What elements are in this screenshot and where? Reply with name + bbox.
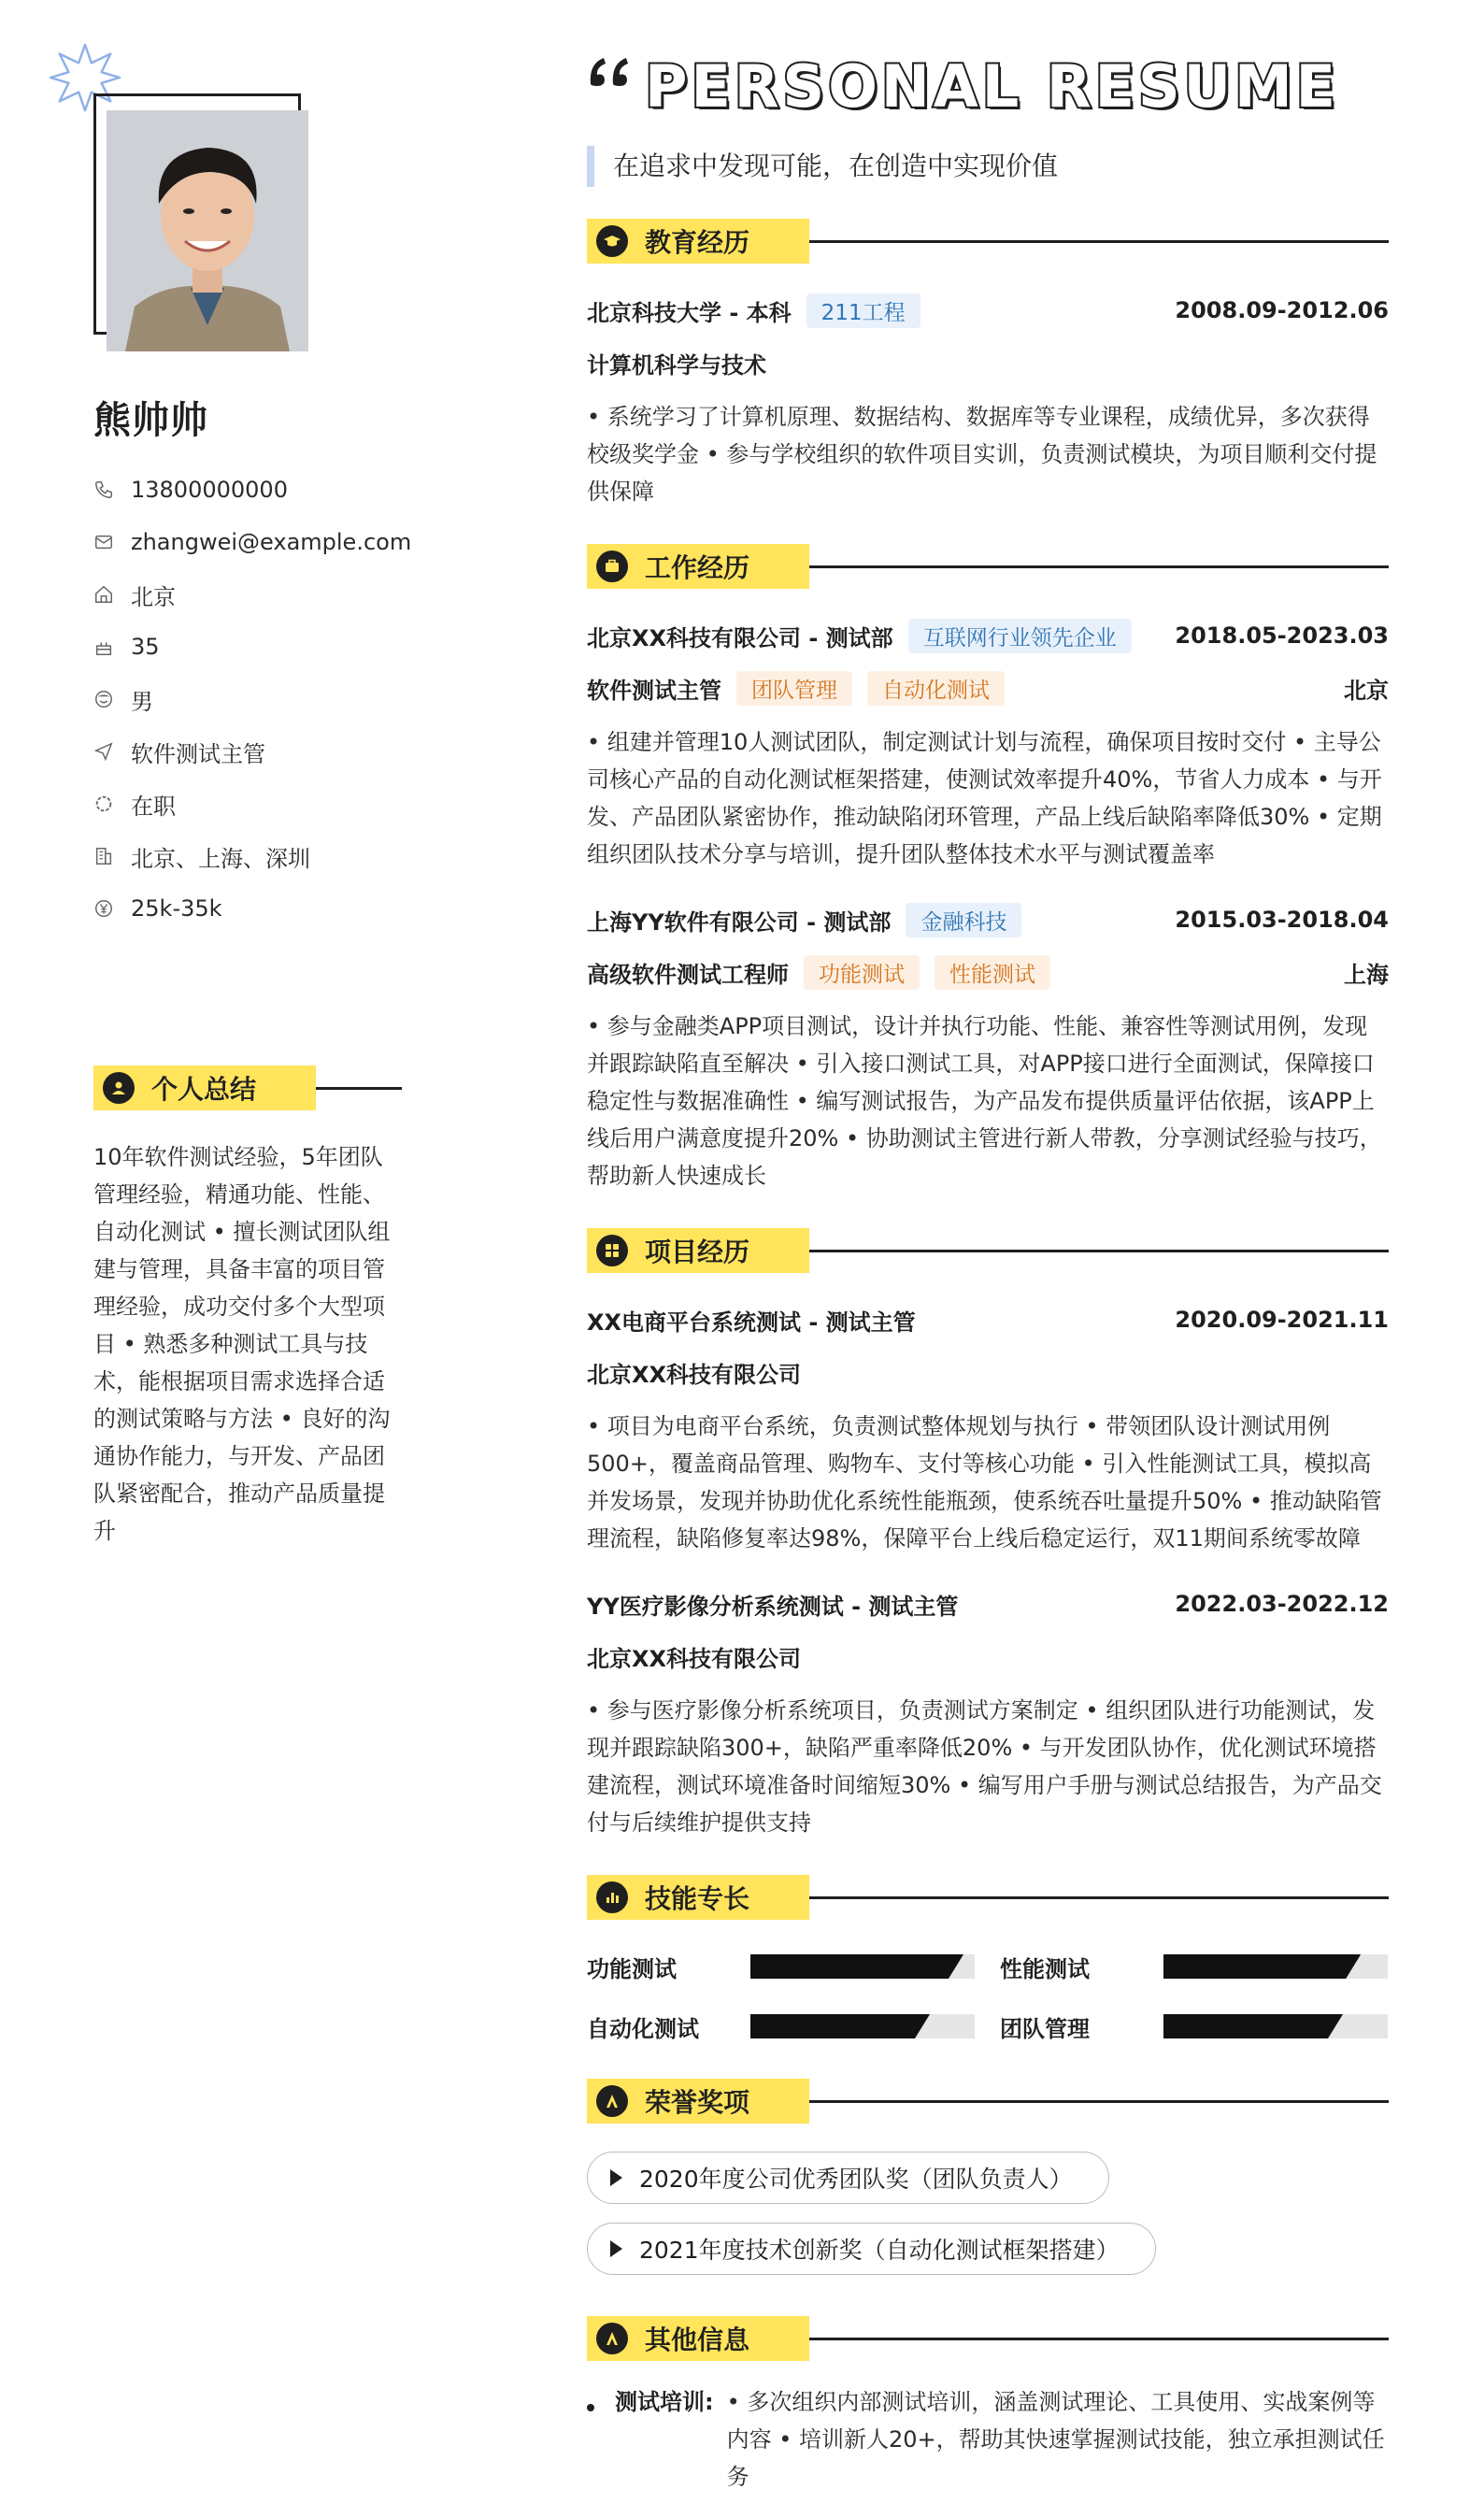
contact-list bbox=[93, 464, 411, 935]
company-name: 北京XX科技有限公司 - 测试部 bbox=[587, 624, 893, 651]
awards-title: 荣誉奖项 bbox=[645, 2087, 750, 2118]
major-name: 计算机科学与技术 bbox=[587, 351, 766, 379]
other-title: 其他信息 bbox=[645, 2324, 750, 2355]
role-name: 软件测试主管 bbox=[587, 677, 721, 704]
skill-bar-fill bbox=[750, 1954, 963, 1979]
skill-bar-fill bbox=[750, 2014, 930, 2038]
work-location: 上海 bbox=[1344, 961, 1389, 988]
yen-icon bbox=[93, 898, 114, 919]
contact-gender-text: 男 bbox=[131, 688, 153, 715]
skill-bar bbox=[750, 1954, 975, 1979]
phone-icon bbox=[93, 479, 114, 500]
section-divider bbox=[809, 2100, 1389, 2103]
contact-email-text: zhangwei@example.com bbox=[131, 529, 412, 555]
skill-row bbox=[587, 1948, 975, 1985]
education-title: 教育经历 bbox=[645, 227, 750, 258]
project-description: • 项目为电商平台系统，负责测试整体规划与执行 • 带领团队设计测试用例500+，覆盖商品管理、购物车、支付等核心功能 • 引入性能测试工具，模拟高并发场景，发现并协助优化系统性能瓶颈，使系统吞吐量提升50% • 推动缺陷管理流程，缺陷修复率达98%，保障平台上线后稳定运行，双11期间系统零故障 bbox=[587, 1413, 1382, 1552]
award-item bbox=[587, 2223, 1156, 2275]
building-icon bbox=[93, 846, 114, 866]
work-description: • 参与金融类APP项目测试，设计并执行功能、性能、兼容性等测试用例，发现并跟踪缺陷直至解决 • 引入接口测试工具，对APP接口进行全面测试，保障接口稳定性与数据准确性 • 编写测试报告，为产品发布提供质量评估依据，该APP上线后用户满意度提升20% • 协助测试主管进行新人带教，分享测试经验与技巧，帮助新人快速成长 bbox=[587, 1013, 1382, 1189]
skill-bar-fill bbox=[1163, 2014, 1343, 2038]
contact-salary bbox=[93, 882, 411, 935]
contact-cities-text: 北京、上海、深圳 bbox=[131, 845, 310, 872]
role-tag: 性能测试 bbox=[935, 955, 1050, 990]
briefcase-icon bbox=[596, 551, 628, 582]
project-company-row bbox=[587, 1353, 1389, 1391]
company-name: 上海YY软件有限公司 - 测试部 bbox=[587, 908, 892, 936]
work-description: • 组建并管理10人测试团队，制定测试计划与流程，确保项目按时交付 • 主导公司核心产品的自动化测试框架搭建，使测试效率提升40%，节省人力成本 • 与开发、产品团队紧密协作，推动缺陷闭环管理，产品上线后缺陷率降低30% • 定期组织团队技术分享与培训，提升团队整体技术水平与测试覆盖率 bbox=[587, 729, 1382, 867]
company-badge: 金融科技 bbox=[906, 903, 1021, 937]
section-divider bbox=[809, 1896, 1389, 1899]
project-company: 北京XX科技有限公司 bbox=[587, 1645, 802, 1672]
skill-bar-fill bbox=[1163, 1954, 1361, 1979]
award-text: 2021年度技术创新奖（自动化测试框架搭建） bbox=[639, 2237, 1120, 2264]
contact-cities bbox=[93, 830, 411, 882]
graduation-cap-icon bbox=[596, 225, 628, 257]
section-divider bbox=[809, 1250, 1389, 1252]
project-date: 2020.09-2021.11 bbox=[1175, 1307, 1389, 1333]
play-triangle-icon bbox=[610, 2240, 622, 2257]
work-section-header bbox=[587, 542, 1389, 591]
mail-icon bbox=[93, 532, 114, 552]
project-entry-header bbox=[587, 1301, 1389, 1338]
section-divider bbox=[809, 2338, 1389, 2340]
education-date: 2008.09-2012.06 bbox=[1175, 297, 1389, 323]
section-divider bbox=[316, 1087, 402, 1090]
summary-section-header bbox=[93, 1064, 402, 1112]
role-tag: 功能测试 bbox=[804, 955, 920, 990]
contact-salary-text: 25k-35k bbox=[131, 895, 222, 922]
skill-bar bbox=[1163, 2014, 1388, 2038]
skill-row bbox=[587, 2008, 975, 2045]
info-icon bbox=[596, 2323, 628, 2354]
avatar bbox=[107, 110, 308, 351]
other-info-row bbox=[587, 2383, 1389, 2496]
role-tag: 自动化测试 bbox=[867, 671, 1005, 706]
skill-name: 功能测试 bbox=[587, 1955, 677, 1982]
work-date: 2018.05-2023.03 bbox=[1175, 622, 1389, 649]
grid-icon bbox=[596, 1235, 628, 1266]
contact-city bbox=[93, 568, 411, 621]
project-company: 北京XX科技有限公司 bbox=[587, 1361, 802, 1388]
contact-phone-text: 13800000000 bbox=[131, 477, 288, 503]
work-entry-header bbox=[587, 617, 1389, 654]
left-column bbox=[0, 0, 523, 2503]
section-divider bbox=[809, 240, 1389, 243]
skill-row bbox=[1000, 1948, 1388, 1985]
resume-title: PERSONAL RESUME bbox=[645, 52, 1339, 121]
other-section-header bbox=[587, 2314, 1389, 2363]
person-name: 熊帅帅 bbox=[93, 399, 208, 442]
work-role-row bbox=[587, 669, 1389, 707]
education-entry-header bbox=[587, 292, 1389, 329]
work-entry-header bbox=[587, 901, 1389, 938]
contact-city-text: 北京 bbox=[131, 583, 176, 610]
skill-name: 自动化测试 bbox=[587, 2015, 699, 2042]
section-divider bbox=[809, 565, 1389, 568]
skills-title: 技能专长 bbox=[645, 1883, 750, 1914]
role-tag: 团队管理 bbox=[736, 671, 852, 706]
project-name: XX电商平台系统测试 - 测试主管 bbox=[587, 1309, 916, 1336]
award-item bbox=[587, 2152, 1109, 2204]
skills-section-header bbox=[587, 1873, 1389, 1922]
project-entry-header bbox=[587, 1585, 1389, 1623]
contact-status-text: 在职 bbox=[131, 793, 176, 820]
home-icon bbox=[93, 584, 114, 605]
user-icon bbox=[103, 1072, 135, 1104]
contact-gender bbox=[93, 673, 411, 725]
role-name: 高级软件测试工程师 bbox=[587, 961, 789, 988]
company-badge: 互联网行业领先企业 bbox=[908, 619, 1132, 653]
education-description: • 系统学习了计算机原理、数据结构、数据库等专业课程，成绩优异，多次获得校级奖学金 • 参与学校组织的软件项目实训，负责测试模块，为项目顺利交付提供保障 bbox=[587, 404, 1377, 505]
work-title: 工作经历 bbox=[645, 552, 750, 583]
school-name: 北京科技大学 - 本科 bbox=[587, 299, 792, 326]
awards-section-header bbox=[587, 2077, 1389, 2125]
motto: 在追求中发现可能，在创造中实现价值 bbox=[587, 146, 1058, 187]
work-date: 2015.03-2018.04 bbox=[1175, 907, 1389, 933]
major-row bbox=[587, 344, 1389, 381]
cake-icon bbox=[93, 636, 114, 657]
contact-position-text: 软件测试主管 bbox=[131, 740, 265, 767]
project-date: 2022.03-2022.12 bbox=[1175, 1591, 1389, 1617]
skill-bar bbox=[1163, 1954, 1388, 1979]
projects-title: 项目经历 bbox=[645, 1237, 750, 1267]
other-key: 测试培训: bbox=[615, 2389, 714, 2415]
award-text: 2020年度公司优秀团队奖（团队负责人） bbox=[639, 2166, 1073, 2193]
project-company-row bbox=[587, 1638, 1389, 1675]
contact-status bbox=[93, 778, 411, 830]
project-name: YY医疗影像分析系统测试 - 测试主管 bbox=[587, 1593, 959, 1620]
bullet-dot bbox=[587, 2404, 594, 2411]
summary-title: 个人总结 bbox=[151, 1074, 257, 1105]
education-section-header bbox=[587, 217, 1389, 265]
skill-name: 性能测试 bbox=[1000, 1955, 1090, 1982]
award-icon bbox=[596, 2085, 628, 2117]
smile-icon bbox=[93, 689, 114, 709]
contact-position bbox=[93, 725, 411, 778]
status-icon bbox=[93, 794, 114, 814]
work-location: 北京 bbox=[1344, 677, 1389, 704]
send-icon bbox=[93, 741, 114, 762]
play-triangle-icon bbox=[610, 2169, 622, 2186]
project-description: • 参与医疗影像分析系统项目，负责测试方案制定 • 组织团队进行功能测试，发现并跟踪缺陷300+，缺陷严重率降低20% • 与开发团队协作，优化测试环境搭建流程，测试环境准备时间缩短30% • 编写用户手册与测试总结报告，为产品交付与后续维护提供支持 bbox=[587, 1697, 1382, 1836]
work-role-row bbox=[587, 953, 1389, 991]
skill-name: 团队管理 bbox=[1000, 2015, 1090, 2042]
skill-row bbox=[1000, 2008, 1388, 2045]
skill-bar bbox=[750, 2014, 975, 2038]
quote-mark-icon bbox=[587, 52, 634, 90]
contact-age bbox=[93, 621, 411, 673]
summary-text: 10年软件测试经验，5年团队管理经验，精通功能、性能、自动化测试 • 擅长测试团队组建与管理，具备丰富的项目管理经验，成功交付多个大型项目 • 熟悉多种测试工具与技术，能根据项目需求选择合适的测试策略与方法 • 良好的沟通协作能力，与开发、产品团队紧密配合，推动产品质量提升 bbox=[93, 1144, 391, 1544]
contact-age-text: 35 bbox=[131, 634, 160, 660]
chart-icon bbox=[596, 1881, 628, 1913]
contact-phone bbox=[93, 464, 411, 516]
other-value: • 多次组织内部测试培训，涵盖测试理论、工具使用、实战案例等内容 • 培训新人20+，帮助其快速掌握测试技能，独立承担测试任务 bbox=[726, 2389, 1385, 2490]
school-badge: 211工程 bbox=[806, 293, 920, 328]
contact-email bbox=[93, 516, 411, 568]
projects-section-header bbox=[587, 1226, 1389, 1275]
